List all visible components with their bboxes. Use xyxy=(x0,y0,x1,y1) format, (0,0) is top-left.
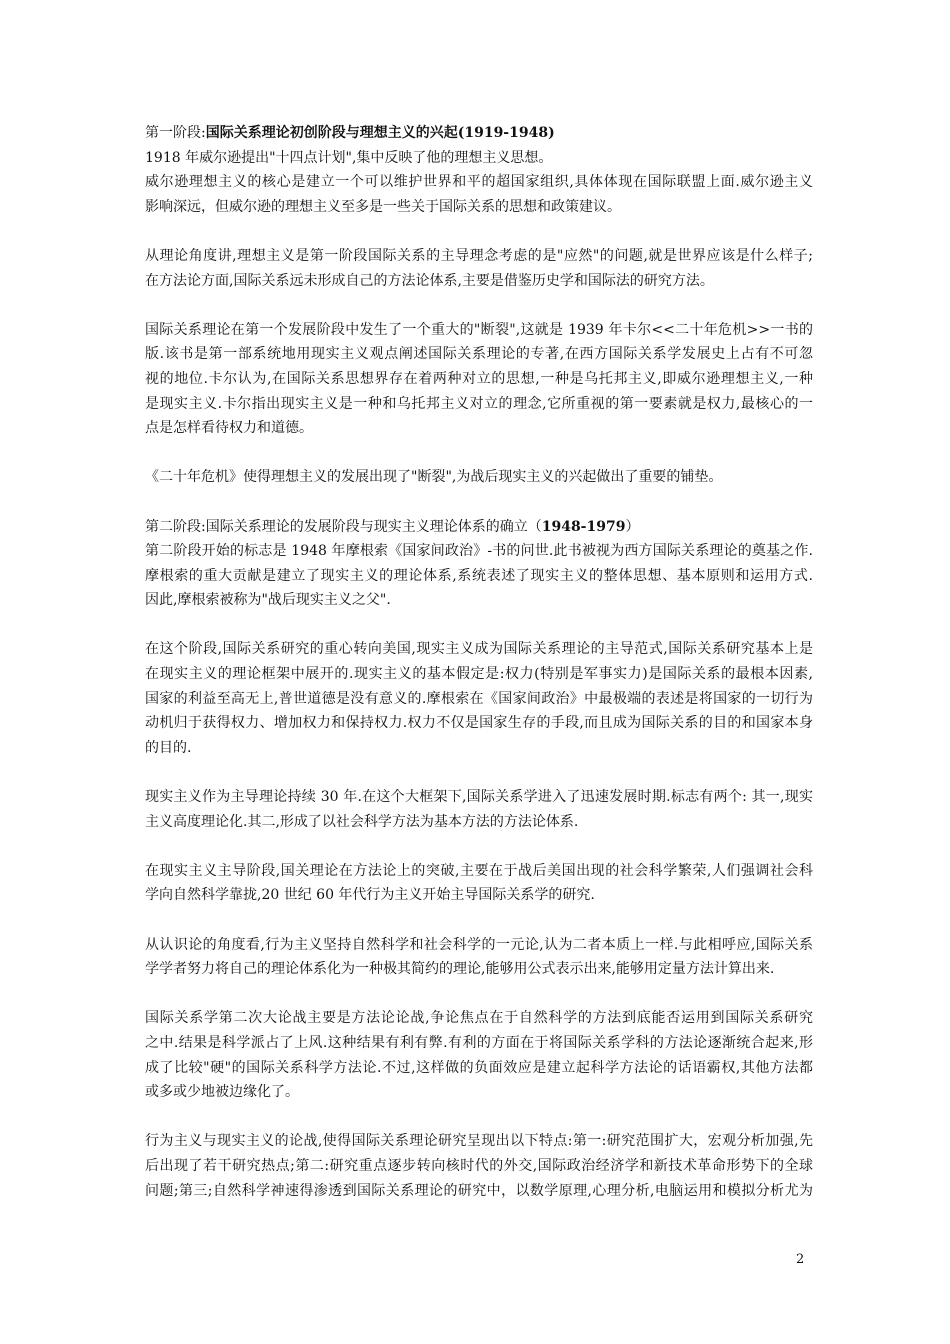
text-line: 点是怎样看待权力和道德。 xyxy=(145,420,313,437)
text-line: 行为主义与现实主义的论战,使得国际关系理论研究呈现出以下特点:第一:研究范围扩大，宏观分析加强,先 xyxy=(145,1133,813,1150)
text-line: 是现实主义.卡尔指出现实主义是一种和乌托邦主义对立的理念,它所重视的第一要素就是权力,最核心的一 xyxy=(145,395,813,412)
paragraph xyxy=(145,859,813,908)
heading-line xyxy=(145,515,813,540)
paragraph-gap xyxy=(145,219,813,244)
text-line: 问题;第三;自然科学神速得渗透到国际关系理论的研究中，以数学原理,心理分析,电脑运用和模拟分析尤为 xyxy=(145,1182,813,1199)
text-line: 摩根索的重大贡献是建立了现实主义的理论体系,系统表述了现实主义的整体思想、基本原则和运用方式. xyxy=(145,567,813,584)
text-line: 从理论角度讲,理想主义是第一阶段国际关系的主导理念考虑的是"应然"的问题,就是世界应该是什么样子; xyxy=(145,247,813,264)
text-line: 《二十年危机》使得理想主义的发展出现了"断裂",为战后现实主义的兴起做出了重要的铺垫。 xyxy=(145,469,723,486)
section-heading xyxy=(145,121,813,146)
heading-line xyxy=(145,121,813,146)
paragraph-gap xyxy=(145,982,813,1007)
paragraph-gap xyxy=(145,834,813,859)
text-line: 之中.结果是科学派占了上风.这种结果有利有弊.有利的方面在于将国际关系学科的方法论逐渐统合起来,形 xyxy=(145,1034,813,1051)
text-line: 从认识论的角度看,行为主义坚持自然科学和社会科学的一元论,认为二者本质上一样.与此相呼应,国际关系 xyxy=(145,936,813,953)
paragraph xyxy=(145,318,813,441)
paragraph-gap xyxy=(145,293,813,318)
paragraph xyxy=(145,785,813,834)
paragraph xyxy=(145,465,813,490)
heading-bold-text: 国际关系理论初创阶段与理想主义的兴起(1919-1948) xyxy=(205,125,555,141)
text-line: 1918 年威尔逊提出"十四点计划",集中反映了他的理想主义思想。 xyxy=(145,149,553,166)
text-line: 成了比较"硬"的国际关系科学方法论.不过,这样做的负面效应是建立起科学方法论的话语霸权,其他方法都 xyxy=(145,1059,813,1076)
heading-text: 第二阶段: xyxy=(145,518,206,535)
paragraph xyxy=(145,1006,813,1104)
paragraph-gap xyxy=(145,1105,813,1130)
paragraph xyxy=(145,1129,813,1203)
text-line: 学向自然科学靠拢,20 世纪 60 年代行为主义开始主导国际关系学的研究. xyxy=(145,887,595,904)
paragraph-gap xyxy=(145,441,813,466)
text-line: 在这个阶段,国际关系研究的重心转向美国,现实主义成为国际关系理论的主导范式,国际关系研究基本上是 xyxy=(145,641,813,658)
text-line: 国际关系学第二次大论战主要是方法论论战,争论焦点在于自然科学的方法到底能否运用到国际关系研究 xyxy=(145,1010,813,1027)
text-line: 在现实主义的理论框架中展开的.现实主义的基本假定是:权力(特别是军事实力)是国际关系的最根本因素, xyxy=(145,666,813,683)
text-line: 动机归于获得权力、增加权力和保持权力.权力不仅是国家生存的手段,而且成为国际关系的目的和国家本身 xyxy=(145,715,813,732)
document-body xyxy=(145,121,813,1203)
text-line: 在现实主义主导阶段,国关理论在方法论上的突破,主要在于战后美国出现的社会科学繁荣,人们强调社会科 xyxy=(145,862,813,879)
text-line: 主义高度理论化.其二,形成了以社会科学方法为基本方法的方法论体系. xyxy=(145,813,579,830)
paragraph-gap xyxy=(145,613,813,638)
paragraph xyxy=(145,933,813,982)
text-line: 版.该书是第一部系统地用现实主义观点阐述国际关系理论的专著,在西方国际关系学发展史上占有不可忽 xyxy=(145,346,813,363)
section-heading xyxy=(145,515,813,540)
heading-text: 第一阶段: xyxy=(145,125,206,141)
text-line: 国家的利益至高无上,普世道德是没有意义的.摩根索在《国家间政治》中最极端的表述是将国家的一切行为 xyxy=(145,690,813,707)
text-line: 视的地位.卡尔认为,在国际关系思想界存在着两种对立的思想,一种是乌托邦主义,即威尔逊理想主义,一种 xyxy=(145,370,813,387)
heading-text: 国际关系理论的发展阶段与现实主义理论体系的确立（ xyxy=(205,518,542,535)
text-line: 后出现了若干研究热点;第二:研究重点逐步转向核时代的外交,国际政治经济学和新技术革命形势下的全球 xyxy=(145,1157,813,1174)
paragraph-gap xyxy=(145,908,813,933)
text-line: 因此,摩根索被称为"战后现实主义之父". xyxy=(145,592,391,609)
paragraph xyxy=(145,637,813,760)
paragraph xyxy=(145,539,813,613)
heading-text: ） xyxy=(625,518,640,535)
text-line: 的目的. xyxy=(145,739,192,756)
paragraph-gap xyxy=(145,490,813,515)
paragraph-gap xyxy=(145,760,813,785)
text-line: 国际关系理论在第一个发展阶段中发生了一个重大的"断裂",这就是 1939 年卡尔<<二十年危机>>一书的 xyxy=(145,321,813,338)
page-number: 2 xyxy=(796,1252,805,1267)
text-line: 影响深远，但威尔逊的理想主义至多是一些关于国际关系的思想和政策建议。 xyxy=(145,198,621,215)
text-line: 威尔逊理想主义的核心是建立一个可以维护世界和平的超国家组织,具体体现在国际联盟上面.威尔逊主义 xyxy=(145,174,813,191)
text-line: 在方法论方面,国际关系远未形成自己的方法论体系,主要是借鉴历史学和国际法的研究方法。 xyxy=(145,272,714,289)
text-line: 现实主义作为主导理论持续 30 年.在这个大框架下,国际关系学进入了迅速发展时期.标志有两个: 其一,现实 xyxy=(145,789,813,806)
paragraph xyxy=(145,146,813,220)
paragraph xyxy=(145,244,813,293)
text-line: 或多或少地被边缘化了。 xyxy=(145,1084,299,1101)
text-line: 学学者努力将自己的理论体系化为一种极其简约的理论,能够用公式表示出来,能够用定量方法计算出来. xyxy=(145,961,775,978)
text-line: 第二阶段开始的标志是 1948 年摩根索《国家间政治》-书的问世.此书被视为西方国际关系理论的奠基之作. xyxy=(145,543,813,560)
heading-bold-text: 1948-1979 xyxy=(541,518,626,535)
